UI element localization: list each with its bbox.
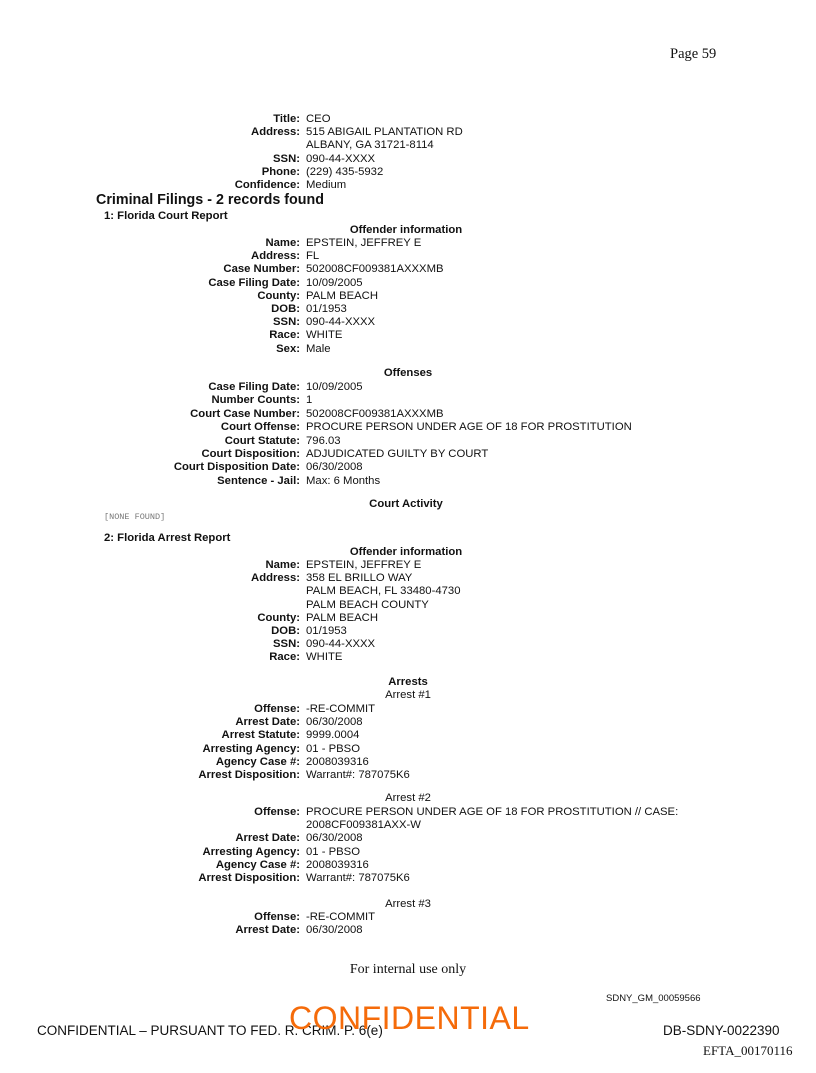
bates-db: DB-SDNY-0022390 <box>663 1023 780 1038</box>
field-value: 01 - PBSO <box>306 742 360 755</box>
field-label: Court Statute: <box>224 434 300 447</box>
field-value: 06/30/2008 <box>306 461 363 474</box>
field-label: Arrest Date: <box>235 832 300 845</box>
field-label: Phone: <box>261 165 300 178</box>
field-label: Court Offense: <box>220 421 300 434</box>
field-value: 01/1953 <box>306 625 347 637</box>
field-label: Confidence: <box>234 179 300 191</box>
field-label: DOB: <box>271 303 300 315</box>
field-value: Medium <box>306 179 347 191</box>
arrest1-title: Arrest #1 <box>385 689 431 701</box>
field-value: PALM BEACH COUNTY <box>306 598 429 611</box>
field-label: SSN: <box>273 638 300 651</box>
record1-offender-heading: Offender information <box>349 224 463 236</box>
field-label: Agency Case #: <box>215 755 300 768</box>
field-label: Agency Case #: <box>215 858 300 871</box>
record1-title: 1: Florida Court Report <box>104 210 228 222</box>
field-label: SSN: <box>273 152 300 165</box>
field-value: -RE-COMMIT <box>306 911 376 923</box>
field-value: PROCURE PERSON UNDER AGE OF 18 FOR PROSTITUTION // CASE: <box>306 806 679 818</box>
field-value: Warrant#: 787075K6 <box>306 872 410 884</box>
field-value: PALM BEACH <box>306 611 378 624</box>
field-label: Arrest Statute: <box>221 729 300 742</box>
record1-offenses-heading: Offenses <box>383 367 433 379</box>
field-value: Warrant#: 787075K6 <box>306 769 410 781</box>
criminal-filings-heading: Criminal Filings - 2 records found <box>96 192 324 208</box>
field-label: Race: <box>269 329 300 342</box>
confidential-stamp: CONFIDENTIAL <box>289 1000 530 1036</box>
field-label: Arresting Agency: <box>202 845 300 858</box>
bates-gm: SDNY_GM_00059566 <box>606 993 701 1004</box>
field-value: 515 ABIGAIL PLANTATION RD <box>306 126 463 139</box>
record1-court-activity-none: [NONE FOUND] <box>104 512 166 522</box>
field-value: 10/09/2005 <box>306 276 363 289</box>
field-label: Arresting Agency: <box>202 742 300 755</box>
field-label: Address: <box>251 126 300 139</box>
field-label: Arrest Disposition: <box>198 872 300 884</box>
field-label: Sex: <box>276 342 300 355</box>
field-label: Address: <box>251 572 300 585</box>
field-value: 06/30/2008 <box>306 716 363 729</box>
field-value: WHITE <box>306 329 343 342</box>
field-value: 10/09/2005 <box>306 381 363 393</box>
field-label: Name: <box>265 559 300 571</box>
field-label: County: <box>257 611 300 624</box>
field-value: PALM BEACH <box>306 289 378 302</box>
field-value: ALBANY, GA 31721-8114 <box>306 139 434 152</box>
field-value: 2008CF009381AXX-W <box>306 819 421 832</box>
confidential-notice: CONFIDENTIAL – PURSUANT TO FED. R. CRIM. P. 6(e) <box>37 1023 383 1038</box>
field-value: CEO <box>306 113 331 125</box>
field-value: 358 EL BRILLO WAY <box>306 572 413 585</box>
record1-court-activity-heading: Court Activity <box>369 498 443 510</box>
field-value: 502008CF009381AXXXMB <box>306 263 444 276</box>
field-value: PALM BEACH, FL 33480-4730 <box>306 585 461 598</box>
record2-arrests-heading: Arrests <box>388 676 428 688</box>
field-label: Address: <box>251 250 300 263</box>
field-label: DOB: <box>271 625 300 637</box>
field-label: Arrest Disposition: <box>198 769 300 781</box>
field-label: County: <box>257 289 300 302</box>
field-value: -RE-COMMIT <box>306 703 376 715</box>
field-value: 9999.0004 <box>306 729 360 742</box>
page-number: Page 59 <box>670 46 717 62</box>
field-value: 090-44-XXXX <box>306 316 376 329</box>
field-label: Title: <box>273 113 300 125</box>
field-label: Offense: <box>254 911 300 923</box>
field-value: FL <box>306 250 320 263</box>
field-value: 2008039316 <box>306 858 369 871</box>
field-label: Case Filing Date: <box>208 381 300 393</box>
field-value: 090-44-XXXX <box>306 152 376 165</box>
field-value: Max: 6 Months <box>306 474 381 487</box>
field-label: Court Disposition Date: <box>173 461 300 474</box>
field-label: Court Case Number: <box>190 407 300 420</box>
field-value: 06/30/2008 <box>306 924 363 937</box>
record2-offender-heading: Offender information <box>349 546 463 558</box>
field-value: 01 - PBSO <box>306 845 360 858</box>
field-value: 1 <box>306 394 313 407</box>
field-label: Case Number: <box>223 263 300 276</box>
field-value: 06/30/2008 <box>306 832 363 845</box>
field-label: Court Disposition: <box>201 448 300 460</box>
field-label: Arrest Date: <box>235 924 300 937</box>
field-label: Offense: <box>254 806 300 818</box>
field-value: 796.03 <box>306 434 341 447</box>
field-label: Offense: <box>254 703 300 715</box>
arrest3-title: Arrest #3 <box>385 898 431 910</box>
field-label: Number Counts: <box>211 394 300 407</box>
field-value: PROCURE PERSON UNDER AGE OF 18 FOR PROSTITUTION <box>306 421 632 434</box>
field-value: Male <box>306 342 331 355</box>
field-label: Case Filing Date: <box>208 276 300 289</box>
field-value: 502008CF009381AXXXMB <box>306 407 444 420</box>
field-label: SSN: <box>273 316 300 329</box>
field-value: (229) 435-5932 <box>306 165 384 178</box>
field-value: EPSTEIN, JEFFREY E <box>306 237 422 249</box>
arrest2-title: Arrest #2 <box>385 792 431 804</box>
field-label: Race: <box>269 651 300 664</box>
field-value: 090-44-XXXX <box>306 638 376 651</box>
field-value: ADJUDICATED GUILTY BY COURT <box>306 448 489 460</box>
field-value: EPSTEIN, JEFFREY E <box>306 559 422 571</box>
field-value: 2008039316 <box>306 755 369 768</box>
efta-number: EFTA_00170116 <box>703 1043 793 1058</box>
field-label: Name: <box>265 237 300 249</box>
field-value: 01/1953 <box>306 303 347 315</box>
record2-title: 2: Florida Arrest Report <box>104 532 231 544</box>
field-label: Sentence - Jail: <box>217 474 300 487</box>
field-value: WHITE <box>306 651 343 664</box>
field-label: Arrest Date: <box>235 716 300 729</box>
internal-use-note: For internal use only <box>349 962 467 977</box>
